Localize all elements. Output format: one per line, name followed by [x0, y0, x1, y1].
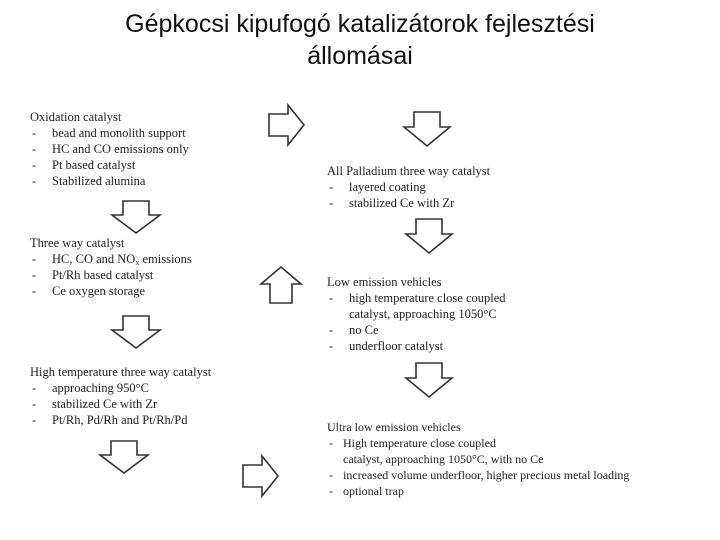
down-arrow-icon — [98, 440, 150, 474]
list-item: - optional trap — [329, 484, 404, 498]
list-item: - stabilized Ce with Zr — [329, 196, 455, 210]
list-item-continuation: catalyst, approaching 1050°C, with no Ce — [343, 452, 544, 466]
list-item: - HC, CO and $NO_x$ emissions — [32, 252, 192, 267]
list-item: - Pt/Rh based catalyst — [32, 268, 154, 282]
list-item: - Stabilized alumina — [32, 174, 146, 188]
stage-three-way-catalyst — [30, 235, 192, 299]
list-item-continuation: catalyst, approaching 1050°C — [349, 307, 497, 321]
list-item: - Pt/Rh, Pd/Rh and Pt/Rh/Pd — [32, 413, 188, 427]
right-arrow-icon — [242, 455, 280, 497]
list-item: - underfloor catalyst — [329, 339, 444, 353]
title-line-2: állomásai — [307, 42, 413, 70]
list-item: - High temperature close coupled — [329, 436, 496, 450]
down-arrow-icon — [402, 111, 452, 147]
stage-heading: Low emission vehicles — [327, 275, 442, 289]
down-arrow-icon — [404, 362, 454, 398]
stage-ultra-low-emission-vehicles — [327, 419, 629, 499]
down-arrow-icon — [110, 200, 162, 234]
list-item: - HC and CO emissions only — [32, 142, 189, 156]
slide-title — [0, 8, 720, 72]
stage-high-temperature-catalyst — [30, 364, 211, 428]
down-arrow-icon — [110, 315, 162, 349]
title-line-1: Gépkocsi kipufogó katalizátorok fejlesztési — [125, 10, 595, 38]
list-item: - stabilized Ce with Zr — [32, 397, 158, 411]
right-arrow-icon — [268, 104, 306, 146]
stage-heading: All Palladium three way catalyst — [327, 164, 491, 178]
list-item: - increased volume underfloor, higher precious metal loading — [329, 468, 630, 482]
stage-heading: Oxidation catalyst — [30, 110, 122, 124]
list-item: - layered coating — [329, 180, 426, 194]
list-item: - approaching 950°C — [32, 381, 149, 395]
stage-all-palladium-catalyst — [327, 163, 490, 211]
list-item: - bead and monolith support — [32, 126, 186, 140]
list-item: - high temperature close coupled — [329, 291, 506, 305]
stage-heading: Ultra low emission vehicles — [327, 420, 461, 434]
stage-oxidation-catalyst — [30, 109, 189, 189]
list-item: - no Ce — [329, 323, 379, 337]
up-arrow-icon — [260, 266, 302, 304]
down-arrow-icon — [404, 218, 454, 254]
stage-low-emission-vehicles — [327, 274, 506, 354]
list-item: - Pt based catalyst — [32, 158, 136, 172]
stage-heading: Three way catalyst — [30, 236, 125, 250]
list-item: - Ce oxygen storage — [32, 284, 146, 298]
stage-heading: High temperature three way catalyst — [30, 365, 212, 379]
